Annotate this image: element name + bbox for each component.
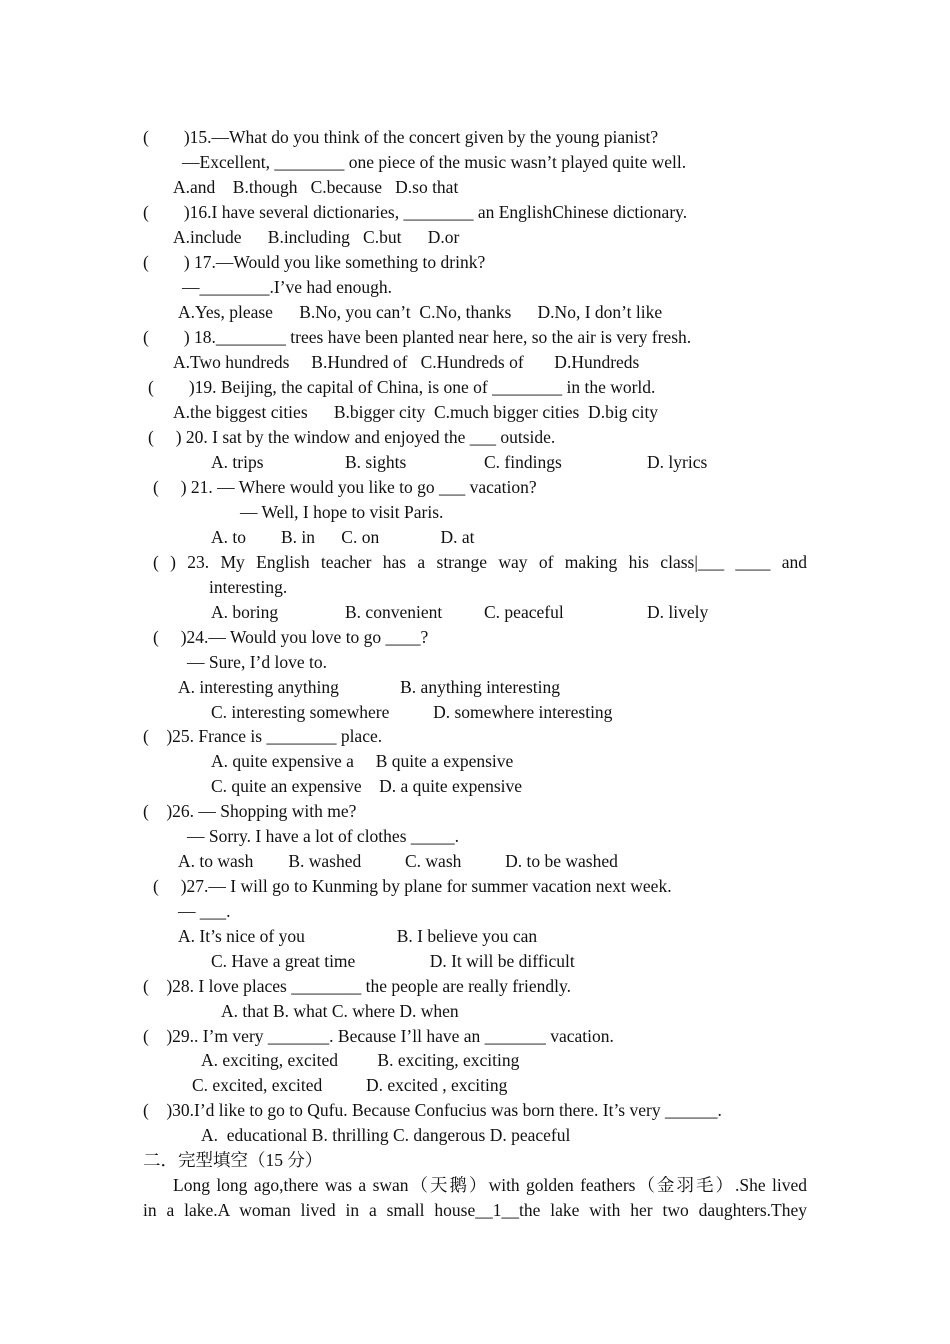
question-24-stem: ( )24.— Would you love to go ____?	[153, 627, 429, 647]
question-23-option-b: B. convenient	[345, 602, 443, 622]
question-18-options: A.Two hundreds B.Hundred of C.Hundreds of D.Hundreds	[173, 352, 640, 372]
question-17-options: A.Yes, please B.No, you can’t C.No, thanks D.No, I don’t like	[178, 302, 663, 322]
question-15-options: A.and B.though C.because D.so that	[173, 177, 459, 197]
question-23-stem-continued: interesting.	[209, 577, 288, 597]
question-23-option-a: A. boring	[211, 602, 279, 622]
question-26-stem: ( )26. — Shopping with me?	[143, 801, 357, 821]
question-30-stem: ( )30.I’d like to go to Qufu. Because Confucius was born there. It’s very ______.	[143, 1100, 722, 1120]
question-27-options-ab: A. It’s nice of you B. I believe you can	[178, 926, 538, 946]
question-27-stem: ( )27.— I will go to Kunming by plane for summer vacation next week.	[153, 876, 672, 896]
question-19-stem: ( )19. Beijing, the capital of China, is one of ________ in the world.	[148, 377, 656, 397]
question-21-stem: ( ) 21. — Where would you like to go ___ vacation?	[153, 477, 537, 497]
question-16-stem: ( )16.I have several dictionaries, ________ an EnglishChinese dictionary.	[143, 202, 688, 222]
question-23-option-d: D. lively	[647, 602, 709, 622]
question-20-stem: ( ) 20. I sat by the window and enjoyed the ___ outside.	[148, 427, 556, 447]
question-15-dialogue: —Excellent, ________ one piece of the music wasn’t played quite well.	[182, 152, 687, 172]
question-20-option-a: A. trips	[211, 452, 264, 472]
question-17-stem: ( ) 17.—Would you like something to drink?	[143, 252, 486, 272]
question-21-options: A. to B. in C. on D. at	[211, 527, 475, 547]
question-15-stem: ( )15.—What do you think of the concert given by the young pianist?	[143, 127, 659, 147]
question-27-options-cd: C. Have a great time D. It will be difficult	[211, 951, 575, 971]
question-18-stem: ( ) 18.________ trees have been planted near here, so the air is very fresh.	[143, 327, 692, 347]
question-30-options: A. educational B. thrilling C. dangerous D. peaceful	[201, 1125, 571, 1145]
question-16-options: A.include B.including C.but D.or	[173, 227, 460, 247]
question-25-options-cd: C. quite an expensive D. a quite expensive	[211, 776, 523, 796]
question-29-stem: ( )29.. I’m very _______. Because I’ll have an _______ vacation.	[143, 1026, 614, 1046]
question-29-options-ab: A. exciting, excited B. exciting, exciting	[201, 1050, 520, 1070]
question-23-option-c: C. peaceful	[484, 602, 564, 622]
section-heading-cloze: 二．完型填空（15 分）	[143, 1150, 323, 1170]
cloze-passage-line-2: in a lake.A woman lived in a small house__1__the lake with her two daughters.They	[143, 1200, 807, 1220]
question-24-options-ab: A. interesting anything B. anything interesting	[178, 677, 561, 697]
question-29-options-cd: C. excited, excited D. excited , exciting	[192, 1075, 508, 1095]
question-23-stem: ( ) 23. My English teacher has a strange way of making his class|___ ____ and	[153, 552, 807, 572]
question-25-stem: ( )25. France is ________ place.	[143, 726, 383, 746]
question-26-options: A. to wash B. washed C. wash D. to be washed	[178, 851, 618, 871]
question-24-dialogue: — Sure, I’d love to.	[187, 652, 327, 672]
question-19-options: A.the biggest cities B.bigger city C.much bigger cities D.big city	[173, 402, 659, 422]
question-28-options: A. that B. what C. where D. when	[221, 1001, 459, 1021]
question-26-dialogue: — Sorry. I have a lot of clothes _____.	[187, 826, 460, 846]
question-28-stem: ( )28. I love places ________ the people are really friendly.	[143, 976, 571, 996]
cloze-passage-line-1: Long long ago,there was a swan（天鹅）with golden feathers（金羽毛）.She lived	[173, 1175, 807, 1195]
question-24-options-cd: C. interesting somewhere D. somewhere interesting	[211, 702, 613, 722]
question-21-dialogue: — Well, I hope to visit Paris.	[240, 502, 444, 522]
question-20-option-c: C. findings	[484, 452, 562, 472]
question-25-options-ab: A. quite expensive a B quite a expensive	[211, 751, 514, 771]
question-17-dialogue: —________.I’ve had enough.	[182, 277, 392, 297]
question-20-option-d: D. lyrics	[647, 452, 708, 472]
question-27-dialogue: — ___.	[178, 901, 231, 921]
question-20-option-b: B. sights	[345, 452, 407, 472]
